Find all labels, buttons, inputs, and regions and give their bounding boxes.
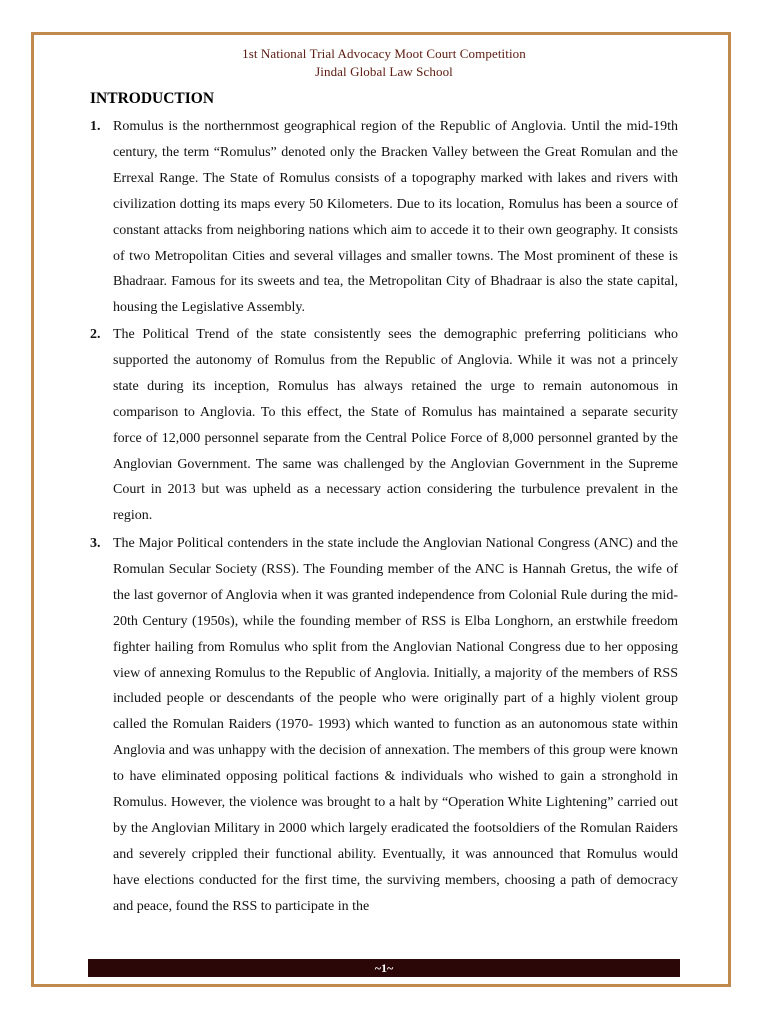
- document-header-title: 1st National Trial Advocacy Moot Court Competition: [242, 46, 526, 61]
- paragraph-1: [90, 114, 678, 321]
- document-header-subtitle: Jindal Global Law School: [315, 64, 453, 79]
- paragraph-text: The Major Political contenders in the state include the Anglovian National Congress (ANC) and the Romulan Secular Society (RSS). The Founding member of the ANC is Hannah Gretus, the wife of the last governor of Anglovia when it was granted independence from Colonial Rule during the mid-20th Century (1950s), while the founding member of RSS is Elba Longhorn, an erstwhile freedom fighter hailing from Romulus who split from the Anglovian National Congress due to her opposing view of annexing Romulus to the Republic of Anglovia. Initially, a majority of the members of RSS included people or descendants of the people who were originally part of a highly violent group called the Romulan Raiders (1970- 1993) which wanted to function as an autonomous state within Anglovia and was unhappy with the decision of annexation. The members of this group were known to have eliminated opposing political factions & individuals who wished to gain a stronghold in Romulus. However, the violence was brought to a halt by “Operation White Lightening” carried out by the Anglovian Military in 2000 which largely eradicated the footsoldiers of the Romulan Raiders and severely crippled their functional ability. Eventually, it was announced that Romulus would have elections conducted for the first time, the surviving members, choosing a path of democracy and peace, found the RSS to participate in the: [113, 536, 678, 914]
- paragraph-2: [90, 322, 678, 529]
- page-number-footer: ~1~: [88, 959, 680, 977]
- paragraph-number: 2.: [90, 327, 101, 342]
- section-heading: INTRODUCTION: [90, 90, 215, 107]
- paragraph-text: Romulus is the northernmost geographical region of the Republic of Anglovia. Until the mid-19th century, the term “Romulus” denoted only the Bracken Valley between the Great Romulan and the Errexal Range. The State of Romulus consists of a topography marked with lakes and rivers with civilization dotting its maps every 50 Kilometers. Due to its location, Romulus has been a source of constant attacks from neighboring nations which aim to accede it to their own geography. It consists of two Metropolitan Cities and several villages and smaller towns. The Most prominent of these is Bhadraar. Famous for its sweets and tea, the Metropolitan City of Bhadraar is also the state capital, housing the Legislative Assembly.: [113, 119, 678, 316]
- paragraph-3: [90, 531, 678, 920]
- paragraph-number: 3.: [90, 536, 101, 551]
- paragraph-text: The Political Trend of the state consistently sees the demographic preferring politicians who supported the autonomy of Romulus from the Republic of Anglovia. While it was not a princely state during its inception, Romulus has always retained the urge to remain autonomous in comparison to Anglovia. To this effect, the State of Romulus has maintained a separate security force of 12,000 personnel separate from the Central Police Force of 8,000 personnel granted by the Anglovian Government. The same was challenged by the Anglovian Government in the Supreme Court in 2013 but was upheld as a necessary action considering the turbulence prevalent in the region.: [113, 327, 678, 524]
- paragraph-number: 1.: [90, 119, 101, 134]
